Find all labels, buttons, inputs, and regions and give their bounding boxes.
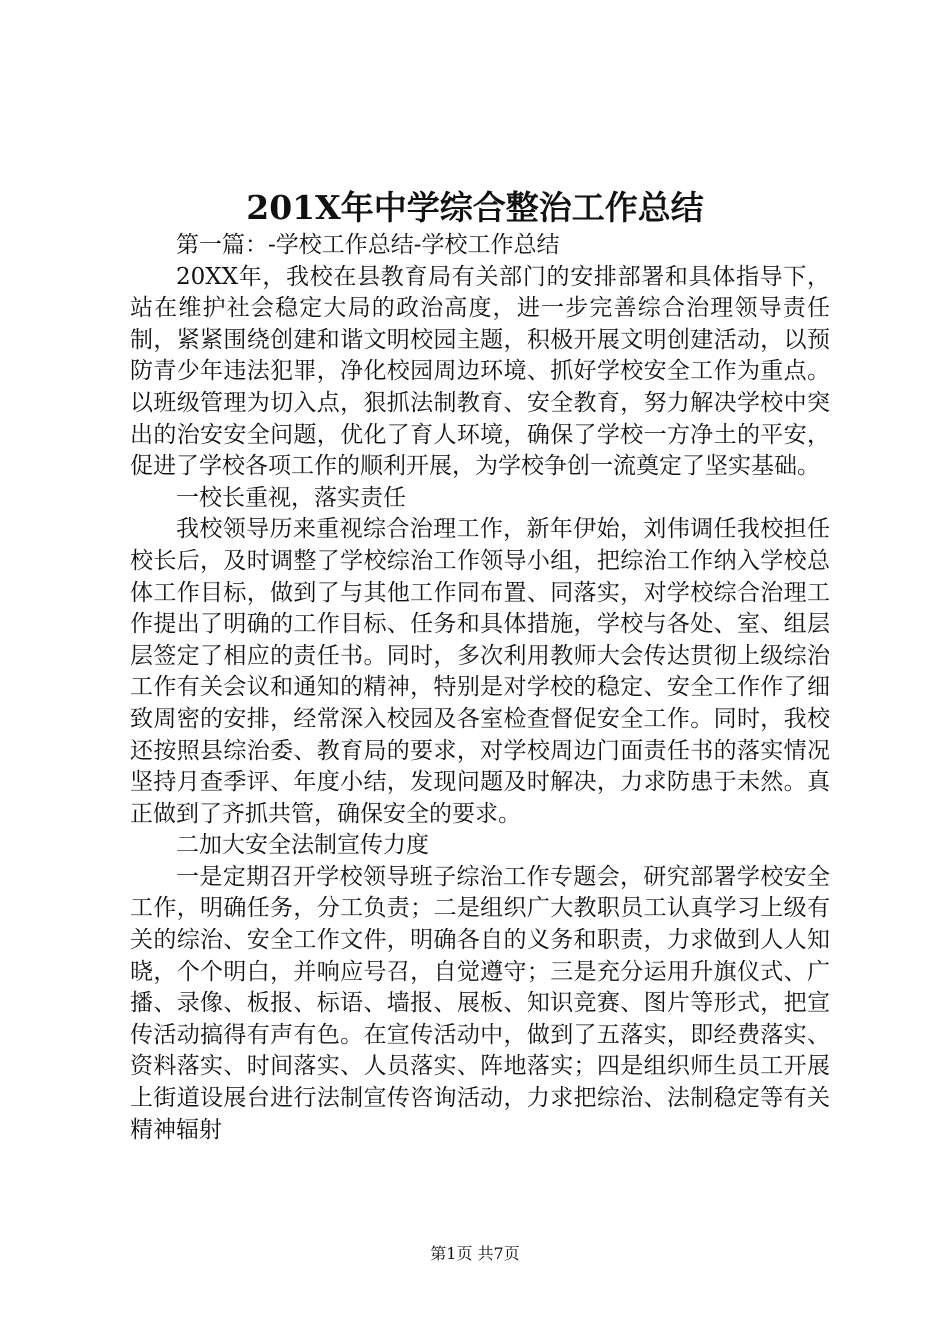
paragraph-leadership: 我校领导历来重视综合治理工作，新年伊始，刘伟调任我校担任校长后，及时调整了学校综治工作领导小组，把综治工作纳入学校总体工作目标，做到了与其他工作同布置、同落实，对学校综合治理工作提出了明确的工作目标、任务和具体措施，学校与各处、室、组层层签定了相应的责任书。同时，多次利用教师大会传达贯彻上级综治工作有关会议和通知的精神，特别是对学校的稳定、安全工作作了细致周密的安排，经常深入校园及各室检查督促安全工作。同时，我校还按照县综治委、教育局的要求，对学校周边门面责任书的落实情况坚持月查季评、年度小结，发现问题及时解决，力求防患于未然。真正做到了齐抓共管，确保安全的要求。 <box>130 516 830 827</box>
document-title: 201X年中学综合整治工作总结 <box>246 188 704 227</box>
document-body <box>130 230 830 1146</box>
paragraph-subheading-2: 二加大安全法制宣传力度 <box>176 832 429 859</box>
paragraph-publicity: 一是定期召开学校领导班子综治工作专题会，研究部署学校安全工作，明确任务，分工负责；二是组织广大教职员工认真学习上级有关的综治、安全工作文件，明确各自的义务和职责，力求做到人人知晓，个个明白，并响应号召，自觉遵守；三是充分运用升旗仪式、广播、录像、板报、标语、墙报、展板、知识竞赛、图片等形式，把宣传活动搞得有声有色。在宣传活动中，做到了五落实，即经费落实、资料落实、时间落实、人员落实、阵地落实；四是组织师生员工开展上街道设展台进行法制宣传咨询活动，力求把综治、法制稳定等有关精神辐射 <box>130 863 830 1143</box>
page-number-footer: 第1页 共7页 <box>430 1244 520 1263</box>
paragraph-subheading-1: 一校长重视，落实责任 <box>176 484 406 511</box>
paragraph-intro: 20XX年，我校在县教育局有关部门的安排部署和具体指导下，站在维护社会稳定大局的政治高度，进一步完善综合治理领导责任制，紧紧围绕创建和谐文明校园主题，积极开展文明创建活动，以预防青少年违法犯罪，净化校园周边环境、抓好学校安全工作为重点。以班级管理为切入点，狠抓法制教育、安全教育，努力解决学校中突出的治安安全问题，优化了育人环境，确保了学校一方净土的平安，促进了学校各项工作的顺利开展，为学校争创一流奠定了坚实基础。 <box>130 263 830 480</box>
paragraph-section-heading-1: 第一篇：-学校工作总结-学校工作总结 <box>176 232 560 258</box>
